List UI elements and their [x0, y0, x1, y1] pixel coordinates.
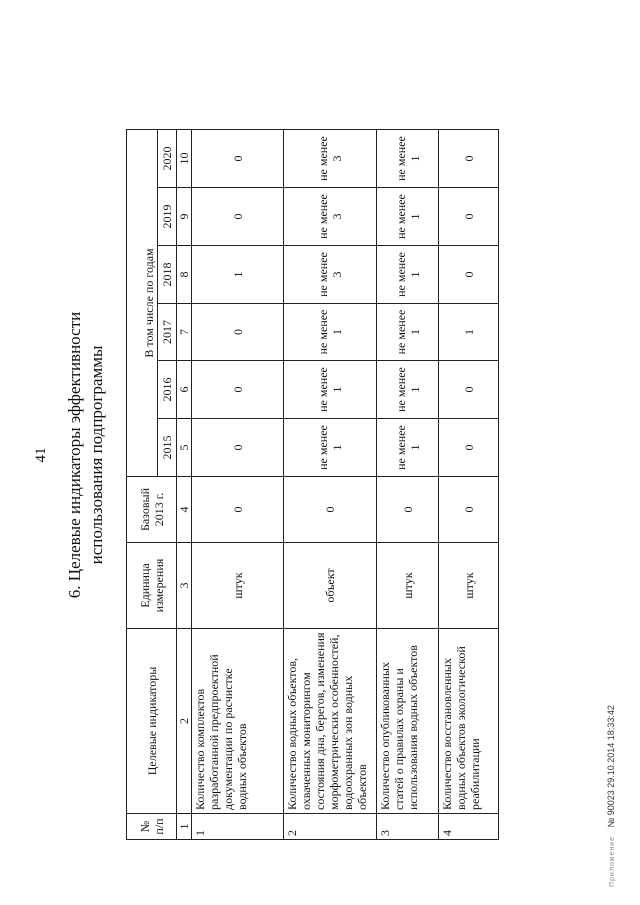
row-base: 0	[439, 477, 499, 543]
row-value-2018: 1	[192, 246, 284, 304]
header-year-2016: 2016	[158, 361, 177, 419]
row-value-2018: 0	[439, 246, 499, 304]
row-value-2016: 0	[439, 361, 499, 419]
row-value-2018: не менее 1	[377, 246, 439, 304]
row-indicator: Количество водных объектов, охваченных мониторингом состояния дна, берегов, изменения морфометрических особенностей, водоохранных зон водных объектов	[284, 629, 377, 814]
row-value-2020: не менее 1	[377, 130, 439, 188]
row-indicator: Количество восстановленных водных объектов экологической реабилитации	[439, 629, 499, 814]
row-value-2017: 1	[439, 304, 499, 361]
header-year-2015: 2015	[158, 419, 177, 477]
row-num: 4	[439, 814, 499, 840]
row-value-2020: 0	[439, 130, 499, 188]
row-value-2017: 0	[192, 304, 284, 361]
header-year-2019: 2019	[158, 188, 177, 246]
heading-line-1: 6. Целевые индикаторы эффективности	[65, 311, 84, 599]
row-value-2019: 0	[192, 188, 284, 246]
row-num: 2	[284, 814, 377, 840]
table-row	[192, 130, 284, 840]
row-indicator: Количество комплектов разработанной предпроектной документации по расчистке водных объектов	[192, 629, 284, 814]
page-number: 41	[33, 447, 49, 463]
row-value-2018: не менее 3	[284, 246, 377, 304]
row-base: 0	[377, 477, 439, 543]
row-value-2019: не менее 1	[377, 188, 439, 246]
row-value-2017: не менее 1	[284, 304, 377, 361]
row-base: 0	[284, 477, 377, 543]
index-cell: 7	[177, 304, 192, 361]
row-unit: объект	[284, 543, 377, 629]
index-cell: 8	[177, 246, 192, 304]
table-row	[377, 130, 439, 840]
row-value-2015: не менее 1	[284, 419, 377, 477]
row-value-2015: 0	[192, 419, 284, 477]
table-row	[284, 130, 377, 840]
row-unit: штук	[192, 543, 284, 629]
index-cell: 10	[177, 130, 192, 188]
index-cell: 3	[177, 543, 192, 629]
header-years-group: В том числе по годам	[127, 130, 158, 477]
row-value-2015: 0	[439, 419, 499, 477]
row-indicator: Количество опубликованных статей о правилах охраны и использования водных объектов	[377, 629, 439, 814]
indicators-table	[126, 129, 499, 840]
row-value-2016: не менее 1	[377, 361, 439, 419]
header-num: № п/п	[127, 814, 177, 840]
row-num: 3	[377, 814, 439, 840]
row-base: 0	[192, 477, 284, 543]
rotated-page-content	[30, 35, 590, 875]
table-row	[439, 130, 499, 840]
row-value-2016: не менее 1	[284, 361, 377, 419]
row-value-2015: не менее 1	[377, 419, 439, 477]
header-indicator: Целевые индикаторы	[127, 629, 177, 814]
index-cell: 4	[177, 477, 192, 543]
index-cell: 5	[177, 419, 192, 477]
row-value-2019: не менее 3	[284, 188, 377, 246]
row-num: 1	[192, 814, 284, 840]
index-cell: 2	[177, 629, 192, 814]
row-unit: штук	[439, 543, 499, 629]
row-unit: штук	[377, 543, 439, 629]
header-year-2017: 2017	[158, 304, 177, 361]
header-base: Базовый 2013 г.	[127, 477, 177, 543]
row-value-2017: не менее 1	[377, 304, 439, 361]
header-unit: Единица измерения	[127, 543, 177, 629]
stamp-text: № 90023 29.10.2014 18:33:42	[606, 705, 616, 828]
stamp-mark: Приложение	[609, 835, 616, 887]
index-cell: 9	[177, 188, 192, 246]
indicators-table-wrap	[126, 129, 499, 840]
row-value-2016: 0	[192, 361, 284, 419]
row-value-2020: не менее 3	[284, 130, 377, 188]
index-cell: 6	[177, 361, 192, 419]
row-value-2019: 0	[439, 188, 499, 246]
index-cell: 1	[177, 814, 192, 840]
header-year-2020: 2020	[158, 130, 177, 188]
section-heading	[64, 35, 108, 875]
heading-line-2: использования подпрограммы	[87, 345, 106, 565]
header-year-2018: 2018	[158, 246, 177, 304]
row-value-2020: 0	[192, 130, 284, 188]
